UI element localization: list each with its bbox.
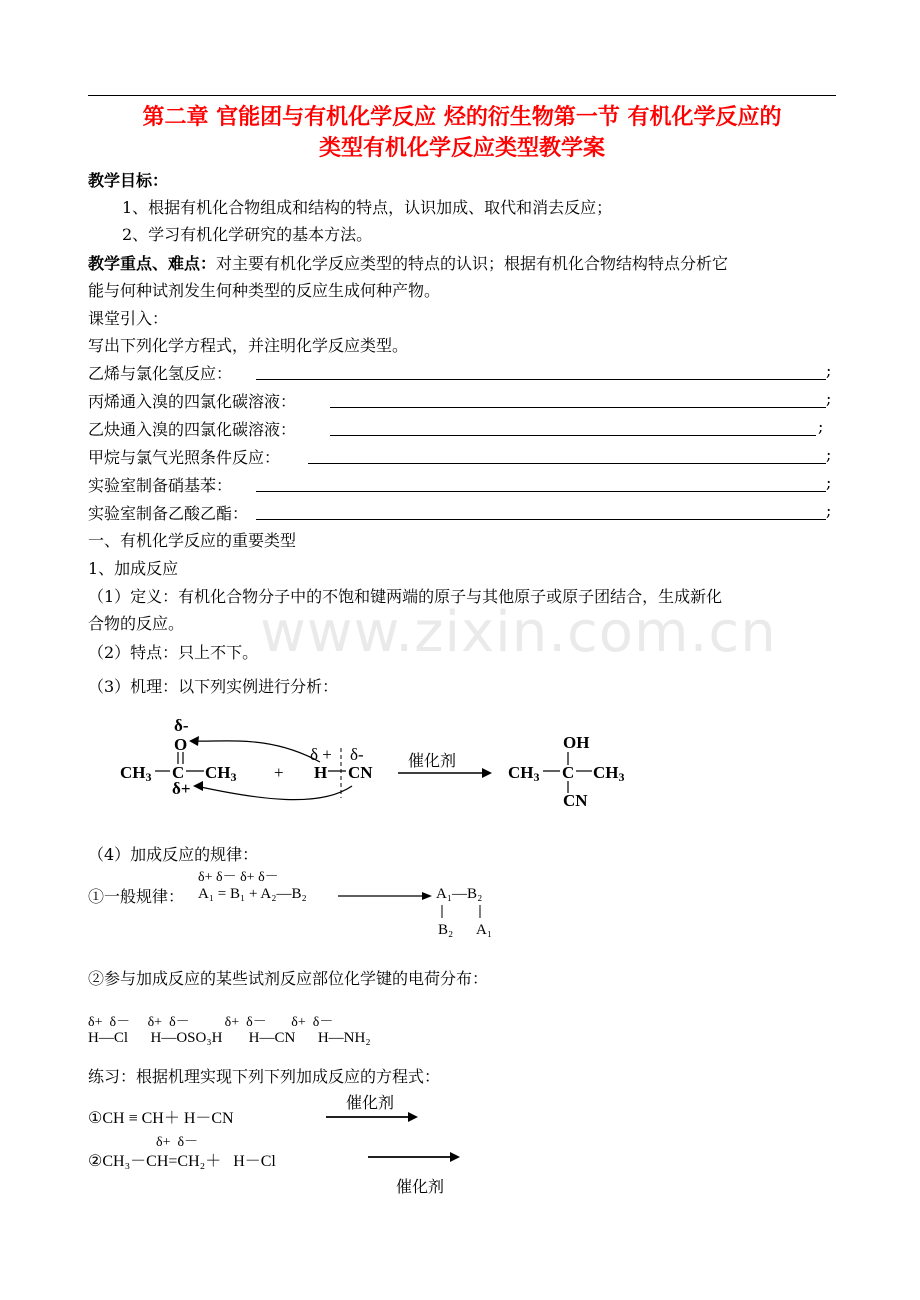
watermark: www.zixin.com.cn <box>260 600 777 665</box>
plus-sign: + <box>274 763 284 782</box>
exercise-5-semicolon: ; <box>826 473 832 492</box>
catalyst-label-main: 催化剂 <box>408 753 457 770</box>
exercise-6-label: 实验室制备乙酸乙酯： <box>88 504 249 523</box>
h-atom: H <box>314 763 328 782</box>
practice-eq2-deltas: δ+ δ－ <box>156 1135 199 1150</box>
practice-arrowhead-2 <box>450 1152 460 1162</box>
charge-reagents: H—Cl H—OSO₃H H—CN H—NH₂ <box>88 1030 371 1046</box>
delta-plus-h: δ + <box>310 745 332 764</box>
mechanism-line: （3）机理：以下列实例进行分析： <box>88 677 339 696</box>
feature-line: （2）特点：只上不下。 <box>88 643 259 662</box>
practice-equation-1: ①CH ≡ CH＋ H－CN <box>88 1110 234 1127</box>
general-rule-product-a1: A₁ <box>476 922 493 938</box>
exercise-1-semicolon: ; <box>826 361 832 380</box>
definition-line1: （1）定义：有机化合物分子中的不饱和键两端的原子与其他原子或原子团结合，生成新化 <box>88 587 723 606</box>
rule-arrowhead <box>422 892 432 900</box>
general-rule-label: ①一般规律： <box>88 887 185 906</box>
exercise-1-label: 乙烯与氯化氢反应： <box>88 364 233 383</box>
arrow-curve-bottom <box>196 786 352 800</box>
exercise-6-semicolon: ; <box>826 501 832 520</box>
general-rule-equation: A₁ = B₁ + A₂—B₂ <box>198 886 307 902</box>
definition-line2: 合物的反应。 <box>88 614 185 633</box>
rule-deltas: δ+ δ－ δ+ δ－ <box>198 870 279 885</box>
delta-plus-carbon: δ+ <box>172 779 191 798</box>
product-ch3-right: CH3 <box>593 763 625 784</box>
delta-minus-cn: δ- <box>350 745 364 764</box>
exercise-4-label: 甲烷与氯气光照条件反应： <box>88 448 281 467</box>
exercise-5-label: 实验室制备硝基苯： <box>88 476 233 495</box>
intro-heading: 课堂引入： <box>88 309 169 328</box>
reaction-arrowhead <box>482 768 492 778</box>
exercise-2-semicolon: ; <box>826 389 832 408</box>
practice-arrowhead-1 <box>408 1112 418 1122</box>
practice-heading: 练习：根据机理实现下列下列加成反应的方程式： <box>88 1067 441 1086</box>
rules-heading: （4）加成反应的规律： <box>88 845 259 864</box>
product-oh: OH <box>563 733 590 752</box>
charge-deltas: δ+ δ－ δ+ δ－ δ+ δ－ δ+ δ－ <box>88 1015 334 1030</box>
objective-item-2: 2、学习有机化学研究的基本方法。 <box>122 225 373 244</box>
exercise-4-semicolon: ; <box>826 445 832 464</box>
ch3-right: CH3 <box>205 763 237 784</box>
objective-item-1: 1、根据有机化合物组成和结构的特点，认识加成、取代和消去反应； <box>122 198 613 217</box>
arrowhead-top <box>189 736 199 746</box>
charge-distribution-heading: ②参与加成反应的某些试剂反应部位化学键的电荷分布： <box>88 969 489 988</box>
delta-minus-oxygen: δ- <box>174 716 189 735</box>
practice-catalyst-2: 催化剂 <box>396 1177 445 1196</box>
product-carbon: C <box>562 763 575 782</box>
practice-catalyst-1: 催化剂 <box>346 1093 395 1112</box>
carbon-atom: C <box>172 763 185 782</box>
cn-group: CN <box>348 763 373 782</box>
page-title-line1: 第二章 官能团与有机化学反应 烃的衍生物第一节 有机化学反应的 <box>142 105 782 130</box>
addition-reaction-heading: 1、加成反应 <box>88 559 179 578</box>
arrowhead-bottom <box>193 781 203 791</box>
practice-equation-2: ②CH₃－CH=CH₂＋ H－Cl <box>88 1153 276 1170</box>
arrow-curve-top <box>192 741 320 762</box>
product-ch3-left: CH3 <box>508 763 540 784</box>
key-points-line2: 能与何种试剂发生何种类型的反应生成何种产物。 <box>88 281 441 300</box>
oxygen-atom: O <box>174 735 188 754</box>
exercise-3-semicolon: ; <box>818 417 824 436</box>
exercise-3-label: 乙炔通入溴的四氯化碳溶液： <box>88 420 297 439</box>
key-points-label: 教学重点、难点： <box>88 254 217 273</box>
intro-instruction: 写出下列化学方程式，并注明化学反应类型。 <box>88 336 409 355</box>
exercise-2-label: 丙烯通入溴的四氯化碳溶液： <box>88 392 297 411</box>
product-cn: CN <box>563 791 588 810</box>
general-rule-product-b2: B₂ <box>438 922 454 938</box>
key-points-text1: 对主要有机化学反应类型的特点的认识；根据有机化合物结构特点分析它 <box>216 254 729 273</box>
objectives-heading: 教学目标： <box>88 171 169 190</box>
page-title-line2: 类型有机化学反应类型教学案 <box>318 136 605 161</box>
ch3-left: CH3 <box>120 763 152 784</box>
section1-heading: 一、有机化学反应的重要类型 <box>88 531 297 550</box>
general-rule-product: A₁—B₂ <box>436 886 483 902</box>
